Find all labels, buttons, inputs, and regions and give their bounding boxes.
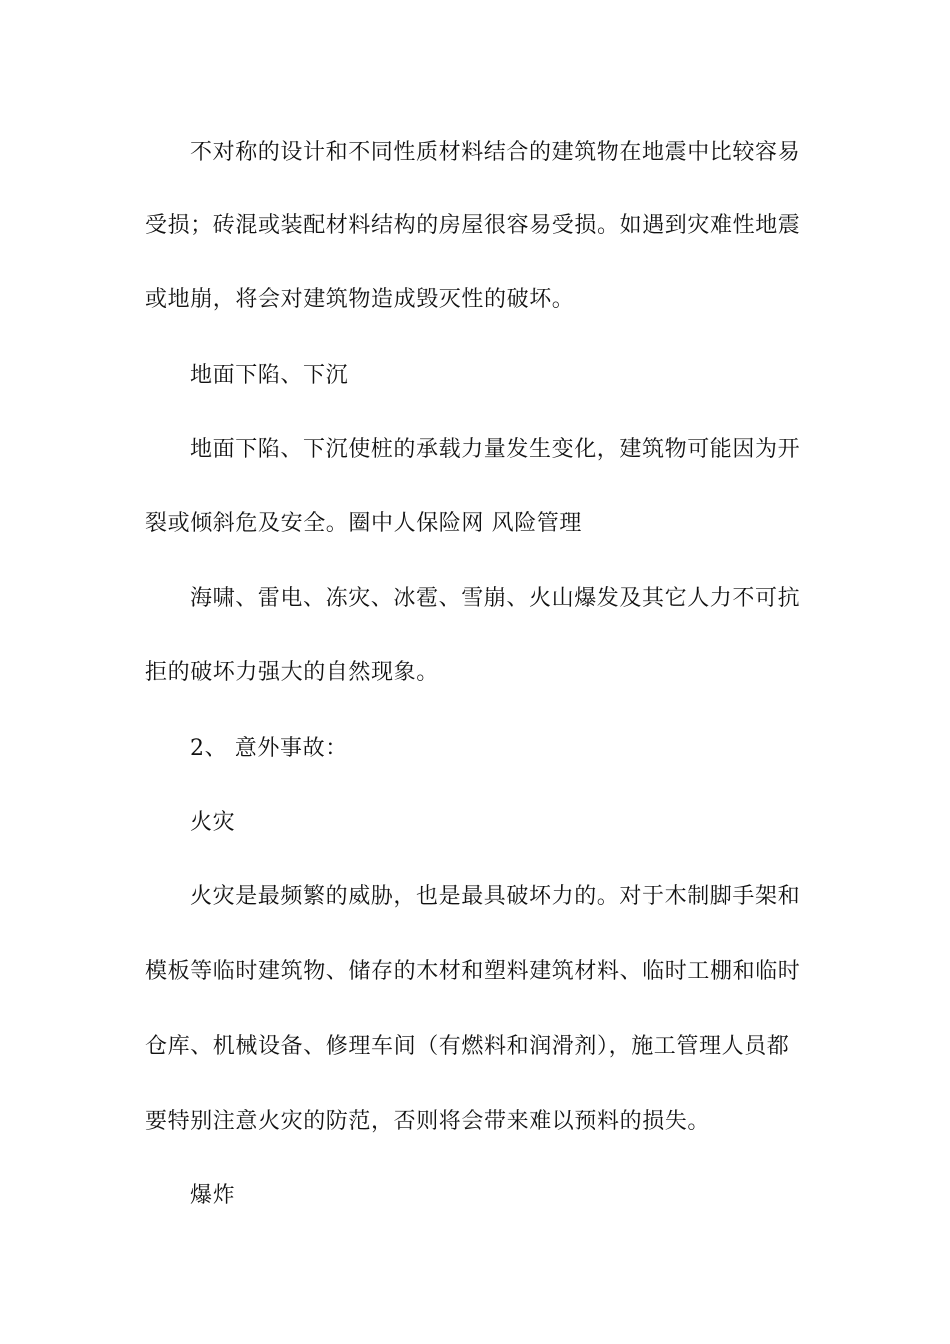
paragraph-line: 地面下陷、下沉使桩的承载力量发生变化，建筑物可能因为开 <box>190 437 801 462</box>
paragraph-line: 不对称的设计和不同性质材料结合的建筑物在地震中比较容易 <box>190 140 801 165</box>
paragraph-line: 火灾是最频繁的威胁，也是最具破坏力的。对于木制脚手架和 <box>190 884 801 909</box>
paragraph-line: 受损；砖混或装配材料结构的房屋很容易受损。如遇到灾难性地震 <box>145 213 801 238</box>
paragraph-line: 海啸、雷电、冻灾、冰雹、雪崩、火山爆发及其它人力不可抗 <box>190 586 801 611</box>
section-heading: 2、 意外事故： <box>190 736 348 761</box>
paragraph-line: 模板等临时建筑物、储存的木材和塑料建筑材料、临时工棚和临时 <box>145 959 801 984</box>
paragraph-line: 要特别注意火灾的防范，否则将会带来难以预料的损失。 <box>145 1109 711 1134</box>
section-heading: 地面下陷、下沉 <box>190 363 349 388</box>
section-heading: 爆炸 <box>190 1183 236 1208</box>
paragraph-line: 仓库、机械设备、修理车间（有燃料和润滑剂），施工管理人员都 <box>145 1034 790 1059</box>
paragraph-line: 裂或倾斜危及安全。圈中人保险网 风险管理 <box>145 511 582 536</box>
paragraph-line: 或地崩，将会对建筑物造成毁灭性的破坏。 <box>145 287 575 312</box>
paragraph-line: 拒的破坏力强大的自然现象。 <box>145 660 439 685</box>
section-heading: 火灾 <box>190 810 236 835</box>
